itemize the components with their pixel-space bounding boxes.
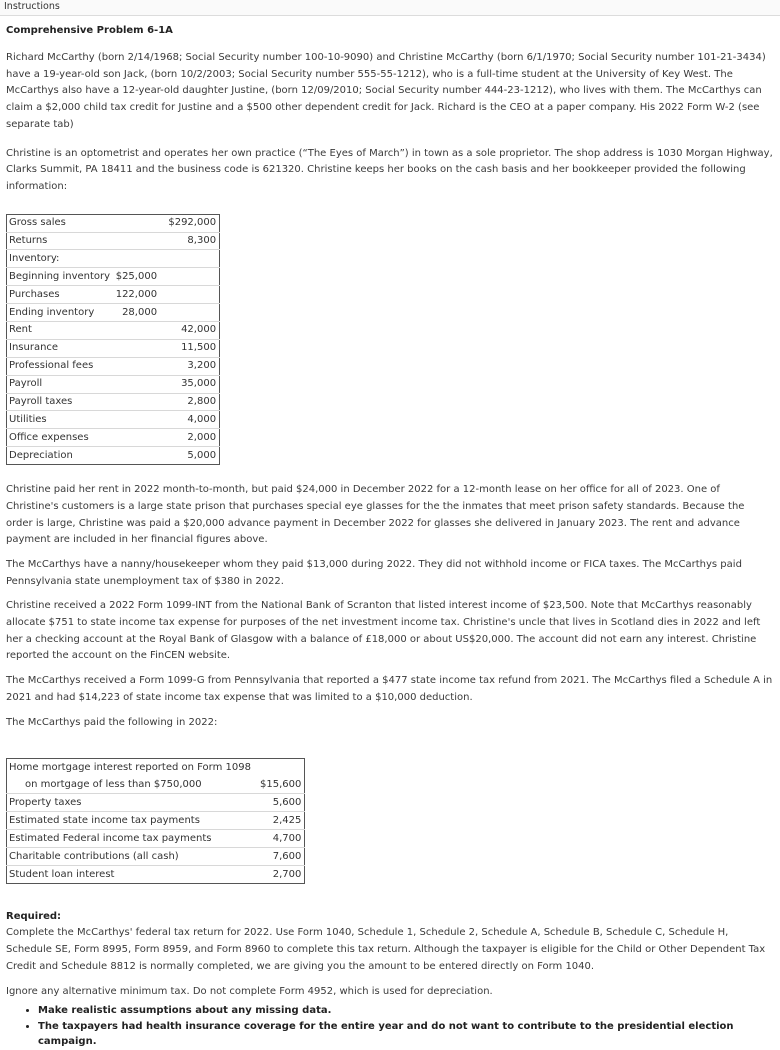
payments-label: Estimated state income tax payments <box>9 814 200 826</box>
payments-row <box>7 759 305 777</box>
family-info-paragraph: Richard McCarthy (born 2/14/1968; Social Security number 100-10-9090) and Christine McCarthy (born 6/1/1970; Social Security number 101-21-3434) have a 19-year-old son Jack, (born 10/2/2003; Social Security number 555-55-1212), who is a full-time student at the University of Key West. The McCarthys also have a 12-year-old daughter Justine, (born 12/09/2010; Social Security number 444-23-1212), who lives with them. The McCarthys can claim a $2,000 child tax credit for Justine and a $500 other dependent credit for Jack. Richard is the CEO at a paper company. His 2022 Form W-2 (see separate tab) <box>6 52 766 130</box>
financials-row <box>7 339 220 357</box>
payments-label: Estimated Federal income tax payments <box>9 832 212 844</box>
required-paragraph: Complete the McCarthys' federal tax return for 2022. Use Form 1040, Schedule 1, Schedule 2, Schedule A, Schedule B, Schedule C, Schedule H, Schedule SE, Form 8995, Form 8959, and Form 8960 to complete this tax return. Although the taxpayer is eligible for the Child or Other Dependent Tax Credit and Schedule 8812 is normally completed, we are giving you the amount to be entered directly on Form 1040. <box>6 927 766 972</box>
financials-amount: 11,500 <box>181 342 217 354</box>
financials-label: Payroll <box>9 378 43 390</box>
financials-label: Beginning inventory <box>9 270 111 282</box>
payments-amount <box>258 759 305 777</box>
payments-label: Property taxes <box>9 796 82 808</box>
payments-amount: 7,600 <box>272 850 302 862</box>
payments-label: Student loan interest <box>9 868 115 880</box>
payments-amount: 2,700 <box>272 868 302 880</box>
payments-row <box>7 794 305 812</box>
financials-sub-amount <box>113 232 160 250</box>
payments-row <box>7 848 305 866</box>
financials-amount: 35,000 <box>181 378 217 390</box>
payments-amount: 4,700 <box>272 832 302 844</box>
financials-label: Inventory: <box>9 252 60 264</box>
payments-intro-paragraph: The McCarthys paid the following in 2022: <box>6 716 218 728</box>
financials-amount: 5,000 <box>187 449 217 461</box>
financials-row <box>7 286 220 304</box>
interest-income-paragraph: Christine received a 2022 Form 1099-INT from the National Bank of Scranton that listed interest income of $23,500. Note that McCarthys reasonably allocate $751 to state income tax expense for purposes of the net investment income tax. Christine's uncle that lives in Scotland dies in 2022 and left her a checking account at the Royal Bank of Glasgow with a balance of £18,000 or about US$20,000. The account did not earn any interest. Christine reported the account on the FinCEN website. <box>6 600 761 662</box>
required-bullet: • The taxpayers had health insurance coverage for the entire year and do not want to contribute to the presidential election campaign. <box>38 1019 774 1050</box>
financials-sub-amount <box>113 339 160 357</box>
financials-amount: 2,800 <box>187 395 217 407</box>
financials-amount: 2,000 <box>187 431 217 443</box>
instructions-content <box>0 25 780 1050</box>
payments-row <box>7 776 305 794</box>
financials-amount: 8,300 <box>187 234 217 246</box>
nanny-paragraph: The McCarthys have a nanny/housekeeper whom they paid $13,000 during 2022. They did not withhold income or FICA taxes. The McCarthys paid Pennsylvania state unemployment tax of $380 in 2022. <box>6 558 742 587</box>
financials-sub-amount <box>113 393 160 411</box>
financials-sub-amount <box>113 411 160 429</box>
financials-row <box>7 321 220 339</box>
required-bullet: • Make realistic assumptions about any missing data. <box>38 1003 774 1019</box>
business-info-paragraph: Christine is an optometrist and operates her own practice (“The Eyes of March”) in town as a sole proprietor. The shop address is 1030 Morgan Highway, Clarks Summit, PA 18411 and the business code is 621320. Christine keeps her books on the cash basis and her bookkeeper provided the following information: <box>6 147 773 192</box>
business-financials-table <box>6 214 220 465</box>
financials-row <box>7 214 220 232</box>
instructions-header: Instructions <box>0 0 780 16</box>
financials-label: Office expenses <box>9 431 89 443</box>
financials-label: Rent <box>9 324 32 336</box>
financials-row <box>7 304 220 322</box>
financials-row <box>7 250 220 268</box>
financials-sub-amount <box>113 214 160 232</box>
financials-amount: 3,200 <box>187 360 217 372</box>
required-bullet-list <box>6 1003 774 1050</box>
financials-sub-amount <box>113 321 160 339</box>
financials-row <box>7 447 220 465</box>
financials-sub-amount: 28,000 <box>122 306 158 318</box>
financials-amount <box>160 304 220 322</box>
state-refund-paragraph: The McCarthys received a Form 1099-G from Pennsylvania that reported a $477 state income tax refund from 2021. The McCarthys filed a Schedule A in 2021 and had $14,223 of state income tax expense that was limited to a $10,000 deduction. <box>6 675 773 703</box>
problem-title: Comprehensive Problem 6-1A <box>6 25 173 36</box>
payments-table <box>6 758 305 884</box>
payments-row <box>7 866 305 884</box>
financials-label: Payroll taxes <box>9 395 73 407</box>
financials-row <box>7 393 220 411</box>
financials-sub-amount: $25,000 <box>115 270 158 282</box>
financials-sub-amount <box>113 357 160 375</box>
financials-sub-amount <box>113 250 160 268</box>
payments-row <box>7 812 305 830</box>
financials-label: Ending inventory <box>9 306 95 318</box>
financials-amount: $292,000 <box>168 217 217 229</box>
financials-amount: 4,000 <box>187 413 217 425</box>
financials-label: Utilities <box>9 413 47 425</box>
financials-label: Insurance <box>9 342 59 354</box>
financials-row <box>7 429 220 447</box>
payments-amount: 2,425 <box>272 814 302 826</box>
financials-row <box>7 268 220 286</box>
financials-label: Professional fees <box>9 360 94 372</box>
payments-row <box>7 830 305 848</box>
required-label: Required: <box>6 911 62 923</box>
payments-label: Home mortgage interest reported on Form 1098 <box>9 761 251 773</box>
financials-row <box>7 232 220 250</box>
payments-label: Charitable contributions (all cash) <box>9 850 179 862</box>
financials-row <box>7 411 220 429</box>
financials-label: Purchases <box>9 288 60 300</box>
financials-sub-amount <box>113 375 160 393</box>
rent-advance-paragraph: Christine paid her rent in 2022 month-to-month, but paid $24,000 in December 2022 for a 12-month lease on her office for all of 2023. One of Christine's customers is a large state prison that purchases special eye glasses for the the inmates that meet prison safety standards. Because the order is large, Christine was paid a $20,000 advance payment in December 2022 for glasses she delivered in January 2023. The rent and advance payment are included in her financial figures above. <box>6 484 745 546</box>
financials-sub-amount <box>113 429 160 447</box>
financials-amount <box>160 250 220 268</box>
payments-amount: 5,600 <box>272 796 302 808</box>
financials-amount: 42,000 <box>181 324 217 336</box>
financials-label: Gross sales <box>9 217 66 229</box>
financials-sub-amount: 122,000 <box>115 288 158 300</box>
payments-amount: $15,600 <box>260 778 302 790</box>
financials-amount <box>160 268 220 286</box>
financials-label: Depreciation <box>9 449 73 461</box>
amt-paragraph: Ignore any alternative minimum tax. Do not complete Form 4952, which is used for depreciation. <box>6 986 493 998</box>
financials-row <box>7 357 220 375</box>
financials-label: Returns <box>9 234 48 246</box>
financials-sub-amount <box>113 447 160 465</box>
payments-label: on mortgage of less than $750,000 <box>25 778 202 790</box>
financials-row <box>7 375 220 393</box>
financials-amount <box>160 286 220 304</box>
